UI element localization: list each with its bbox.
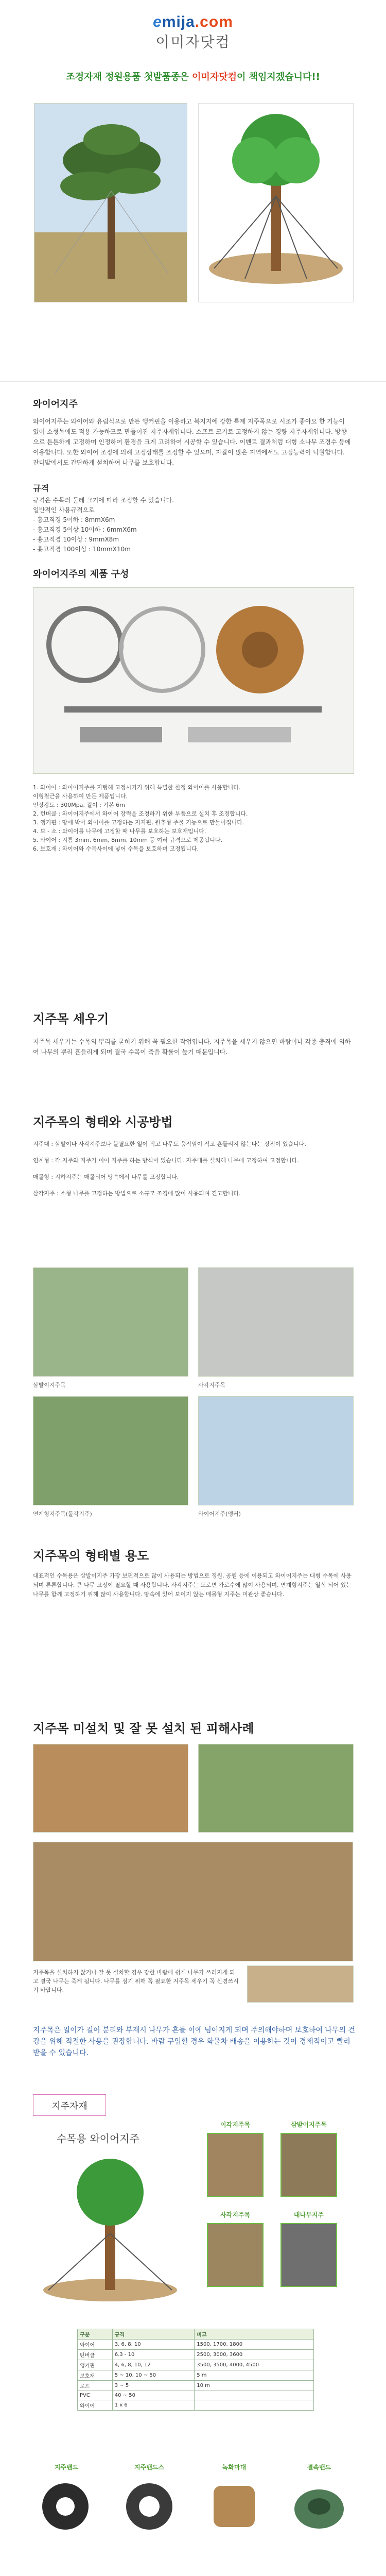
type-photo-4 <box>198 1396 354 1505</box>
slogan: 조경자재 정원용품 첫발품종은 이미자닷컴이 책임지겠습니다!! <box>66 72 320 82</box>
spec-title: 규격 <box>33 483 49 493</box>
table-row: 로프 3 ~ 5 10 m <box>78 2381 314 2391</box>
burlap-image <box>206 2478 262 2535</box>
usage-desc: 대표적인 수목용은 삼발이지주 가장 보편적으로 많이 사용되는 방법으로 정원, 공원 등에 이용되고 와이어지주는 대형 수목에 사용되며 튼튼합니다. 큰 나무 고정이 필요할 때 사용합니다. 사각지주는 도로변 가로수에 많이 사용되며, 연계형지주는 열식 되어 있는 나무를 함께 고정하기 위해 많이 사용합니다. 땅속에 있어 보이지 않는 매몰형 지주는 미관상 좋습니다. <box>33 1572 352 1598</box>
diagram-box <box>198 103 354 302</box>
bottom-item-4[interactable] <box>291 2478 347 2535</box>
type-photo-3 <box>33 1396 188 1505</box>
product-card-2[interactable] <box>280 2133 337 2197</box>
type-caption-1: 삼발이지주목 <box>33 1382 66 1388</box>
table-row: PVC 40 ~ 50 <box>78 2391 314 2400</box>
store-name: 이미자닷컴 <box>155 33 231 50</box>
bottom-item-3[interactable] <box>206 2478 262 2535</box>
example-photo-2 <box>198 1744 354 1833</box>
product-card-1[interactable] <box>207 2133 264 2197</box>
type-caption-3: 연계형지주목(돌각지주) <box>33 1511 92 1517</box>
wire-title: 와이어지주 <box>33 399 78 410</box>
example-photo-4 <box>247 1965 354 2003</box>
band-image <box>37 2478 94 2535</box>
type-caption-4: 와이어지주(앵커) <box>198 1511 241 1517</box>
table-row: 와이어 1 x 6 <box>78 2400 314 2411</box>
products-main-title: 수목용 와이어지주 <box>57 2132 139 2145</box>
bottom-title-3: 녹화마대 <box>222 2464 247 2471</box>
examples-caption: 지주목을 설치하지 않거나 잘 못 설치할 경우 강한 바람에 쉽게 나무가 쓰러지게 되고 결국 나무는 죽게 됩니다. 나무를 심기 위해 꼭 필요한 지주목 세우기 꼭 신경쓰시기 바랍니다. <box>33 1969 239 1993</box>
divider <box>0 381 386 382</box>
bottom-item-2[interactable] <box>121 2478 178 2535</box>
wire-diagram-image <box>33 2151 187 2311</box>
support-title: 지주목 세우기 <box>33 1012 109 1026</box>
type-photo-1 <box>33 1267 188 1377</box>
types-desc: 지주대 : 삼발이나 사각지주보다 불필요한 일이 적고 나무도 움직임이 적고 흔들리지 않는다는 장점이 있습니다. 연계형 : 각 지주와 지주가 이어 지주를 하는 방식이 있습니다. 지주대를 설치해 나무에 고정하여 고정합니다. 매몰형 : 지하지주는 매몰되어 땅속에서 나무를 고정합니다. 삼각지주 : 소형 나무를 고정하는 방법으로 소규모 조경에 많이 사용되며 견고합니다. <box>33 1141 306 1197</box>
bottom-title-2: 지주밴드스 <box>134 2464 164 2471</box>
table-row: 보호재 5 ~ 10, 10 ~ 50 5 m <box>78 2370 314 2381</box>
product-title-3: 사각지주목 <box>220 2211 250 2218</box>
parts-notes: 1. 와이어 : 와이어지주를 지탱해 고정시키기 위해 특별한 한정 와이어를 사용합니다. 이형철근을 사용하여 만든 제품입니다. 인장강도 : 300Mpa, 길이 : 기본 6m 2. 턴버클 : 와이어지주에서 와이어 장력을 조정하기 위한 부품으로 설치 후 조정합니다. 3. 앵커핀 : 땅에 박아 와이어를 고정하는 지지핀, 원추형 주물 기능으로 만들어집니다. 4. 보 - 소 : 와이어를 나무에 고정할 때 나무를 보호하는 보호재입니다. 5. 와이어 : 지름 3mm, 6mm, 8mm, 10mm 등 여러 규격으로 제공됩니다. 6. 보호재 : 와이어와 수목사이에 넣어 수목을 보호하며 고정됩니다. <box>33 784 248 852</box>
types-title: 지주목의 형태와 시공방법 <box>33 1115 173 1129</box>
parts-title: 와이어지주의 제품 구성 <box>33 569 129 580</box>
type-caption-2: 사각지주목 <box>198 1382 226 1388</box>
parts-image <box>33 588 354 773</box>
bottom-title-1: 지주밴드 <box>54 2464 79 2471</box>
wire-desc: 와이어지주는 와이어와 유럽식으로 만든 앵커핀을 이용하고 복지지에 강한 특제 지주목으로 시조가 좋아요 한 기능이 있어 소형목에도 적용 가능하므로 만들어진 지주자재입니다. 소프트 크기로 고정하지 않는 경량 지주자재입니다. 방향으로 튼튼하게 고정하며 인정하여 환경을 크게 고려하여 시공할 수 있습니다. 이벤트 결과처럼 대형 소나무 조경수 등에 이용합니다. 또한 와이어 조정에 의해 고정상태를 조정할 수 있으며, 자갈이 많은 지역에서도 고정능력이 탁월합니다. 잔디밭에서도 간단하게 설치하여 나무를 보호합니다. <box>33 418 351 466</box>
example-photo-1 <box>33 1744 188 1833</box>
spec-list: 규격은 수목의 둘레 크기에 따라 조정할 수 있습니다. 일반적인 사용규격으로 - 흉고직경 5이하 : 8mmX6m - 흉고직경 5이상 10이하 : 6mmX6m - 흉고직경 10이상 : 9mmX8m - 흉고직경 100이상 : 10mmX10m <box>33 497 174 553</box>
spec-table <box>77 2329 314 2411</box>
tie-band-image <box>291 2478 347 2535</box>
table-row: 구분 규격 비고 <box>78 2329 314 2340</box>
section-title-box <box>33 2094 106 2116</box>
products-section-title: 지주자재 <box>51 2101 87 2112</box>
example-photo-3 <box>33 1842 353 1961</box>
support-desc: 지주목 세우기는 수목의 뿌리를 굳히기 위해 꼭 필요한 작업입니다. 지주목을 세우지 않으면 바람이나 각종 충격에 의하여 나무의 뿌리 흔들리게 되며 결국 수목이 죽을 확률이 높기 때문입니다. <box>33 1038 351 1056</box>
table-row: 앵커핀 4, 6, 8, 10, 12 3500, 3500, 4000, 4500 <box>78 2360 314 2370</box>
bottom-item-1[interactable] <box>37 2478 94 2535</box>
product-title-1: 이각지주목 <box>220 2121 250 2128</box>
wire-support-diagram <box>199 104 353 302</box>
brand-logo: emija.com <box>153 13 233 30</box>
logo[interactable] <box>0 13 386 52</box>
product-card-3[interactable] <box>207 2223 264 2287</box>
warning-text: 지주목은 일이가 길어 분리와 부재시 나무가 흔들 이에 넘어지게 되며 주의해야하며 보호하여 나무의 건강을 위해 적절한 사용을 권장합니다. 바람 구입할 경우 화물차 배송을 이용하는 것이 경제적이고 빨리 받을 수 있습니다. <box>33 2026 355 2057</box>
product-title-4: 대나무지주 <box>294 2211 324 2218</box>
product-card-4[interactable] <box>280 2223 337 2287</box>
tree-photo <box>34 103 187 302</box>
table-row: 와이어 3, 6, 8, 10 1500, 1700, 1800 <box>78 2340 314 2350</box>
bottom-title-4: 결속밴드 <box>307 2464 331 2471</box>
table-row: 턴버클 6.3 - 10 2500, 3000, 3600 <box>78 2350 314 2360</box>
product-diagram <box>33 2151 187 2311</box>
product-title-2: 삼발이지주목 <box>291 2121 327 2128</box>
type-photo-2 <box>198 1267 354 1377</box>
pine-tree-image <box>34 104 187 302</box>
usage-title: 지주목의 형태별 용도 <box>33 1549 149 1563</box>
examples-title: 지주목 미설치 및 잘 못 설치 된 피해사례 <box>33 1721 254 1736</box>
parts-photo <box>33 587 354 774</box>
band-roll-image <box>121 2478 178 2535</box>
